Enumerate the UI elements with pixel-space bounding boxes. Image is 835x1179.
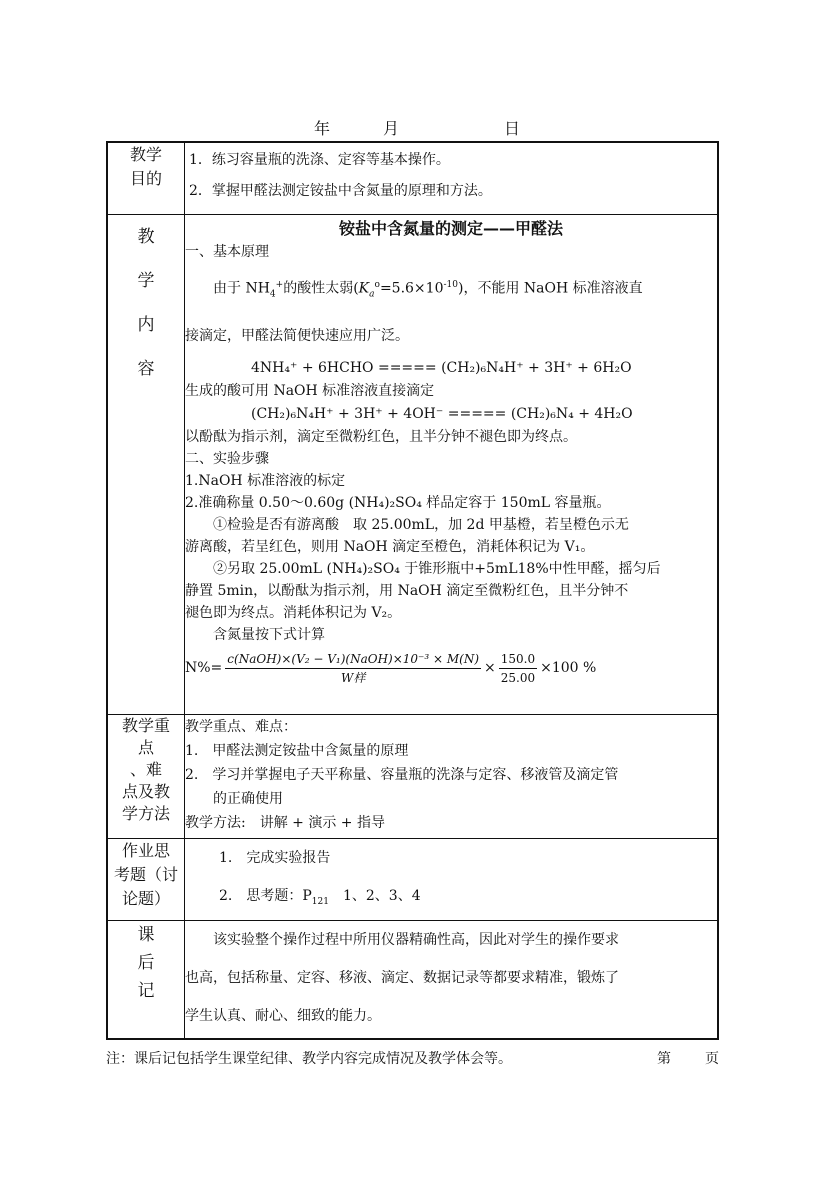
key-points-content: 教学重点、难点： 1. 甲醛法测定铵盐中含氮量的原理 2. 学习并掌握电子天平称量、容量瓶的洗涤与定容、移液管及滴定管 的正确使用 教学方法: 讲解 + 演示 + 指导 xyxy=(185,714,719,838)
year-label: 年 xyxy=(313,119,331,138)
step-2: 2.准确称量 0.50～0.60g (NH₄)₂SO₄ 样品定容于 150mL 容量瓶。 xyxy=(185,494,611,511)
homework-content xyxy=(185,838,719,921)
step-1: 1.NaOH 标准溶液的标定 xyxy=(185,472,346,489)
objective-label: 教学 目的 xyxy=(107,142,185,214)
after-class-label: 课 后 记 xyxy=(107,921,185,1039)
after-class-row xyxy=(107,921,718,1039)
footer-note xyxy=(106,1048,719,1068)
homework-item: 2. 思考题：$P_{121}$ 1、2、3、4 xyxy=(219,887,421,907)
day-label: 日 xyxy=(504,119,522,138)
key-points-row xyxy=(107,714,718,838)
section-heading: 一、基本原理 xyxy=(185,243,269,260)
step-2b-cont: 褪色即为终点。消耗体积记为 V₂。 xyxy=(185,604,402,621)
objective-content xyxy=(185,142,719,214)
content-row xyxy=(107,214,718,714)
footer-note-text: 注：课后记包括学生课堂纪律、教学内容完成情况及教学体会等。 xyxy=(106,1051,512,1067)
homework-row xyxy=(107,838,718,921)
nitrogen-formula: N%= $\frac{\text{c(NaOH)×(V₂ − V₁)(NaOH)×10⁻³ × M(N)}}{\text{W样}}$ × $\frac{150.0}{25.00}$ ×100 % xyxy=(185,651,597,685)
homework-label: 作业思 考题（讨 论题） xyxy=(107,838,185,921)
lesson-plan-table xyxy=(106,141,719,1040)
step-2b-cont: 静置 5min，以酚酞为指示剂，用 NaOH 滴定至微粉红色，且半分钟不 xyxy=(185,582,629,599)
formula-fraction-2: $\frac{150.0}{25.00}$ xyxy=(500,651,536,685)
date-header xyxy=(0,116,835,139)
objective-item: 1．练习容量瓶的洗涤、定容等基本操作。 xyxy=(189,152,450,168)
principle-text-2: 生成的酸可用 NaOH 标准溶液直接滴定 xyxy=(185,382,435,399)
step-2a-cont: 游离酸，若呈红色，则用 NaOH 滴定至橙色，消耗体积记为 V₁。 xyxy=(185,538,595,555)
equation-2: (CH₂)₆N₄H⁺ + 3H⁺ + 4OH⁻ ===== (CH₂)₆N₄ + 4H₂O xyxy=(251,405,633,422)
key-points-label: 教学重 点 、难 点及教 学方法 xyxy=(107,714,185,838)
page-number: 第 页 xyxy=(657,1051,719,1067)
step-2b: ②另取 25.00mL (NH₄)₂SO₄ 于锥形瓶中+5mL18%中性甲醛，摇匀后 xyxy=(213,560,661,577)
step-2a: ①检验是否有游离酸 取 25.00mL，加 2d 甲基橙，若呈橙色示无 xyxy=(213,516,629,533)
section-heading: 二、实验步骤 xyxy=(185,450,269,467)
after-class-content: 该实验整个操作过程中所用仪器精确性高，因此对学生的操作要求 也高，包括称量、定容、移液、滴定、数据记录等都要求精准，锻炼了 学生认真、耐心、细致的能力。 xyxy=(185,921,719,1039)
homework-item: 1. 完成实验报告 xyxy=(219,849,331,866)
experiment-title: 铵盐中含氮量的测定——甲醛法 xyxy=(338,218,563,238)
month-label: 月 xyxy=(382,119,400,138)
content-label: 教 学 内 容 xyxy=(107,214,185,714)
content-body xyxy=(185,214,719,714)
objective-item: 2．掌握甲醛法测定铵盐中含氮量的原理和方法。 xyxy=(189,183,492,199)
indicator-text: 以酚酞为指示剂，滴定至微粉红色，且半分钟不褪色即为终点。 xyxy=(185,428,577,445)
calc-text: 含氮量按下式计算 xyxy=(213,626,325,643)
formula-fraction: $\frac{\text{c(NaOH)×(V₂ − V₁)(NaOH)×10⁻³ × M(N)}}{\text{W样}}$ xyxy=(227,651,480,685)
objective-row xyxy=(107,142,718,214)
principle-text-cont: 接滴定，甲醛法简便快速应用广泛。 xyxy=(185,327,409,344)
equation-1: 4NH₄⁺ + 6HCHO ===== (CH₂)₆N₄H⁺ + 3H⁺ + 6H₂O xyxy=(251,359,632,376)
principle-text: 由于 $NH_4^+$的酸性太弱$(K_a^o=5.6\times 10^{-10})$，不能用 NaOH 标准溶液直 xyxy=(213,279,643,299)
